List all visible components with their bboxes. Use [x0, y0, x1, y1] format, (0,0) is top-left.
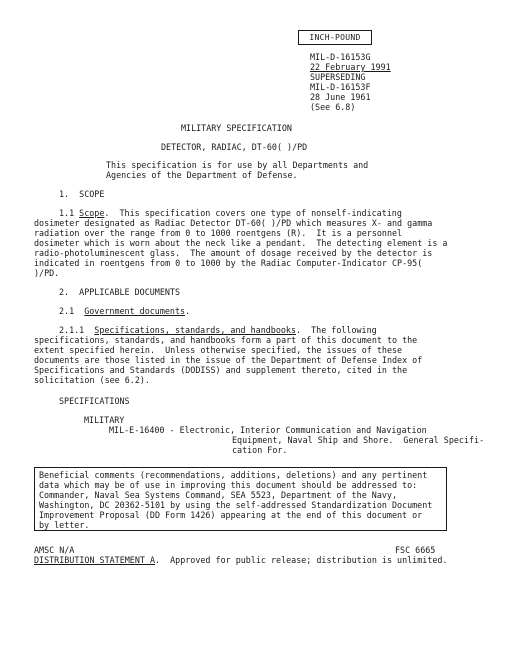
spec-subtitle: DETECTOR, RADIAC, DT-60( )/PD [161, 142, 308, 152]
spec-item-line-3: cation For. [232, 445, 288, 455]
comments-line-5: Improvement Proposal (DD Form 1426) appearing at the end of this document or [39, 510, 423, 520]
comments-line-1: Beneficial comments (recommendations, additions, deletions) and any pertinent [39, 470, 428, 480]
distribution-label: DISTRIBUTION STATEMENT A [34, 555, 156, 565]
paragraph-2-1-1-line-5: Specifications and Standards (DODISS) and supplement thereto, cited in the [34, 365, 408, 375]
inch-pound-stamp: INCH-POUND [298, 30, 372, 45]
paragraph-1-1-line-1: 1.1 Scope. This specification covers one type of nonself-indicating [59, 208, 402, 218]
comments-line-3: Commander, Naval Sea Systems Command, SEA 5523, Department of the Navy, [39, 490, 397, 500]
comments-box [34, 467, 447, 531]
section-1-heading: 1. SCOPE [59, 189, 105, 199]
paragraph-2-1-1-line-3: extent specified herein. Unless otherwise specified, the issues of these [34, 345, 403, 355]
paragraph-1-1-line-2: dosimeter designated as Radiac Detector DT-60( )/PD which measures X- and gamma [34, 218, 433, 228]
superseded-date: 28 June 1961 [310, 92, 371, 102]
comments-line-4: Washington, DC 20362-5101 by using the self-addressed Standardization Document [39, 500, 433, 510]
see-note: (See 6.8) [310, 102, 356, 112]
doc-date: 22 February 1991 [310, 62, 391, 72]
amsc-code: AMSC N/A [34, 545, 75, 555]
paragraph-1-1-line-7: )/PD. [34, 268, 60, 278]
paragraph-2-1-1-line-6: solicitation (see 6.2). [34, 375, 150, 385]
intro-line-1: This specification is for use by all Departments and [106, 160, 369, 170]
comments-line-6: by letter. [39, 520, 90, 530]
scope-title: Scope [79, 208, 105, 218]
paragraph-2-1-1-line-1: 2.1.1 Specifications, standards, and handbooks. The following [59, 325, 377, 335]
specifications-standards-title: Specifications, standards, and handbooks [94, 325, 296, 335]
intro-line-2: Agencies of the Department of Defense. [106, 170, 298, 180]
specifications-heading: SPECIFICATIONS [59, 396, 130, 406]
paragraph-1-1-line-5: radio-photoluminescent glass. The amount of dosage received by the detector is [34, 248, 433, 258]
spec-title: MILITARY SPECIFICATION [181, 123, 292, 133]
comments-line-2: data which may be of use in improving this document should be addressed to: [39, 480, 418, 490]
paragraph-1-1-line-4: dosimeter which is worn about the neck like a pendant. The detecting element is a [34, 238, 448, 248]
paragraph-2-1-1-line-2: specifications, standards, and handbooks form a part of this document to the [34, 335, 418, 345]
spec-item-line-2: Equipment, Naval Ship and Shore. General Specifi- [232, 435, 485, 445]
paragraph-1-1-line-3: radiation over the range from 0 to 1000 roentgens (R). It is a personnel [34, 228, 403, 238]
superseded-number: MIL-D-16153F [310, 82, 371, 92]
paragraph-1-1-line-6: indicated in roentgens from 0 to 1000 by the Radiac Computer-Indicator CP-95( [34, 258, 423, 268]
superseding-label: SUPERSEDING [310, 72, 366, 82]
distribution-statement: DISTRIBUTION STATEMENT A. Approved for public release; distribution is unlimited. [34, 555, 448, 565]
section-2-heading: 2. APPLICABLE DOCUMENTS [59, 287, 181, 297]
military-subheading: MILITARY [84, 415, 125, 425]
paragraph-2-1: 2.1 Government documents. [59, 306, 191, 316]
spec-item-line-1: MIL-E-16400 - Electronic, Interior Communication and Navigation [109, 425, 427, 435]
paragraph-2-1-1-line-4: documents are those listed in the issue of the Department of Defense Index of [34, 355, 423, 365]
doc-number: MIL-D-16153G [310, 52, 371, 62]
fsc-code: FSC 6665 [395, 545, 436, 555]
government-documents-title: Government documents [84, 306, 186, 316]
